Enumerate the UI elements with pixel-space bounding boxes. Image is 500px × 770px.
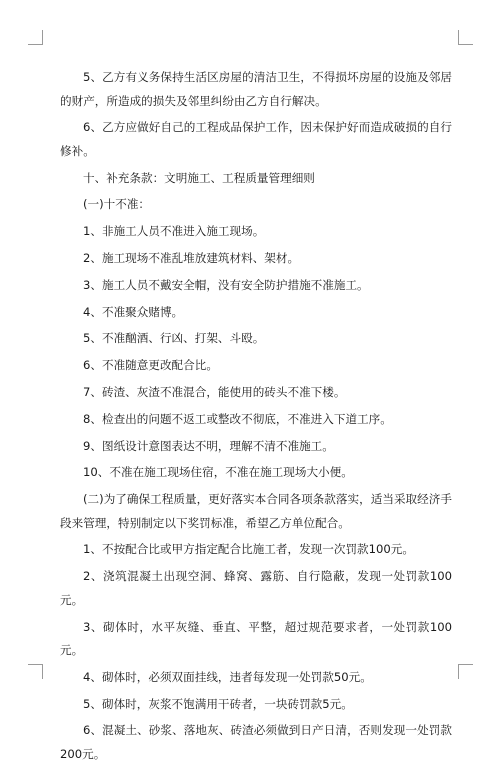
- list-item: 3、砌体时，水平灰缝、垂直、平整，超过规范要求者，一处罚款100元。: [60, 619, 452, 658]
- crop-mark-bottom-left: [28, 664, 43, 679]
- list-item: 6、不准随意更改配合比。: [83, 358, 218, 373]
- list-item: 1、不按配合比或甲方指定配合比施工者，发现一次罚款100元。: [83, 542, 414, 557]
- list-item: 8、检查出的问题不返工或整改不彻底，不准进入下道工序。: [83, 411, 392, 426]
- list-item: 4、砌体时，必须双面挂线，违者每发现一处罚款50元。: [83, 669, 372, 684]
- section-heading-supplementary: 十、补充条款：文明施工、工程质量管理细则: [83, 170, 315, 185]
- list-item: 2、浇筑混凝土出现空洞、蜂窝、露筋、自行隐蔽，发现一处罚款100元。: [60, 569, 452, 607]
- crop-mark-top-left: [28, 30, 43, 45]
- list-item: 7、砖渣、灰渣不准混合，能使用的砖头不准下楼。: [83, 384, 346, 399]
- crop-mark-top-right: [458, 30, 473, 45]
- list-item: 10、不准在施工现场住宿，不准在施工现场大小便。: [83, 465, 353, 480]
- list-item: 3、施工人员不戴安全帽，没有安全防护措施不准施工。: [83, 277, 369, 292]
- subsection-heading-penalties: (二)为了确保工程质量，更好落实本合同各项条款落实，适当采取经济手段来管理，特别制定以下奖罚标准，希望乙方单位配合。: [60, 492, 452, 530]
- paragraph-clause-6-protection: 6、乙方应做好自己的工程成品保护工作，因未保护好而造成破损的自行修补。: [60, 120, 452, 158]
- paragraph-clause-5-housing: 5、乙方有义务保持生活区房屋的清洁卫生，不得损坏房屋的设施及邻居的财产，所造成的损失及邻里纠纷由乙方自行解决。: [60, 70, 452, 108]
- crop-mark-bottom-right: [458, 664, 473, 679]
- list-item: 5、砌体时，灰浆不饱满用干砖者，一块砖罚款5元。: [83, 696, 353, 711]
- list-item: 4、不准聚众赌博。: [83, 304, 184, 319]
- list-item: 2、施工现场不准乱堆放建筑材料、架材。: [83, 250, 300, 265]
- document-body: [60, 66, 452, 770]
- list-item: 5、不准酗酒、行凶、打架、斗殴。: [83, 331, 265, 346]
- list-item: 1、非施工人员不准进入施工现场。: [83, 224, 265, 239]
- list-item: 6、混凝土、砂浆、落地灰、砖渣必须做到日产日清，否则发现一处罚款200元。: [60, 723, 452, 761]
- subsection-heading-ten-prohibitions: (一)十不准：: [83, 197, 151, 212]
- list-item: 9、图纸设计意图表达不明，理解不清不准施工。: [83, 438, 334, 453]
